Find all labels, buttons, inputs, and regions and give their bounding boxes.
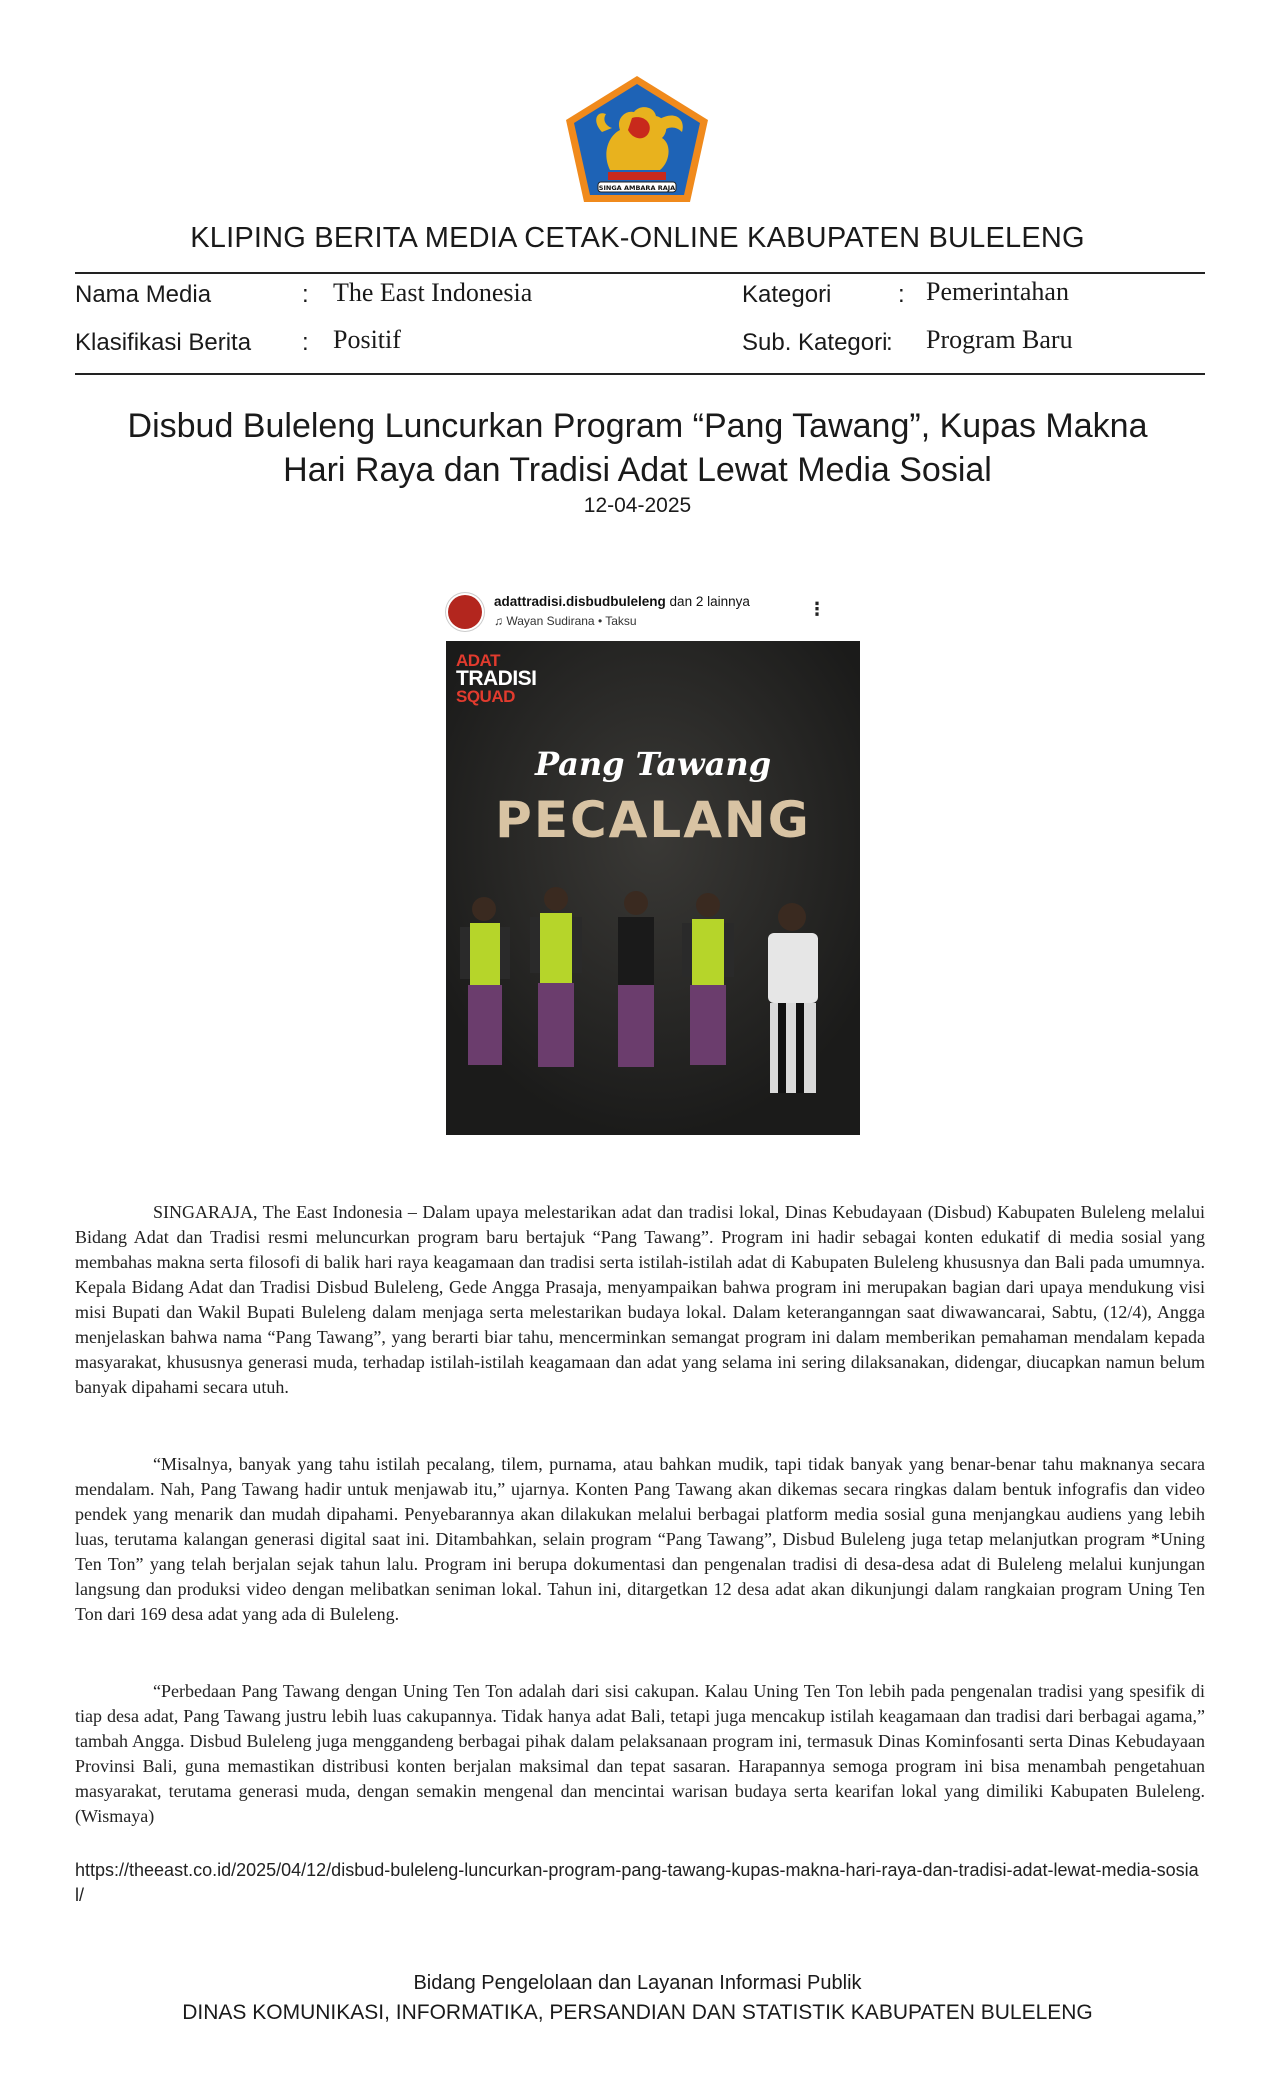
- brand-line-3: SQUAD: [456, 687, 515, 706]
- crest-motto: SINGA AMBARA RAJA: [598, 184, 676, 192]
- footer-agency: DINAS KOMUNIKASI, INFORMATIKA, PERSANDIAN DAN STATISTIK KABUPATEN BULELENG: [182, 2001, 1093, 2024]
- pecalang-poster: [446, 641, 860, 1135]
- article-paragraph-3: “Perbedaan Pang Tawang dengan Uning Ten Ton adalah dari sisi cakupan. Kalau Uning Ten Ton lebih pada pengenalan tradisi yang spesifik di tiap desa adat, Pang Tawang justru lebih luas cakupannya. Tidak hanya adat Bali, tetapi juga mencakup istilah keagamaan dan tradisi dari berbagai agama,” tambah Angga. Disbud Buleleng juga menggandeng berbagai pihak dalam pelaksanaan program ini, termasuk Dinas Kominfosanti serta Dinas Kebudayaan Provinsi Bali, guna memastikan distribusi konten berjalan maksimal dan tepat sasaran. Harapannya semoga program ini bisa menambah pengetahuan masyarakat, terutama generasi muda, dengan semakin mengenal dan mencintai warisan budaya serta kearifan lokal yang dimiliki Kabupaten Buleleng.(Wismaya): [75, 1681, 1205, 1826]
- post-account-suffix: dan 2 lainnya: [669, 594, 750, 609]
- nama-media-label: Nama Media: [75, 281, 212, 308]
- subkategori-colon: :: [886, 329, 893, 356]
- nama-media-value: The East Indonesia: [333, 278, 533, 307]
- klasifikasi-value: Positif: [333, 325, 401, 354]
- brand-line-1: ADAT: [456, 651, 500, 670]
- header-rule-top: [75, 272, 1205, 274]
- social-post-image: [440, 585, 850, 1137]
- footer-division: Bidang Pengelolaan dan Layanan Informasi Publik: [413, 1972, 862, 1994]
- nama-media-colon: :: [302, 281, 309, 308]
- klasifikasi-colon: :: [302, 329, 309, 356]
- account-avatar: [448, 595, 482, 629]
- document-title: KLIPING BERITA MEDIA CETAK-ONLINE KABUPATEN BULELENG: [190, 222, 1085, 254]
- headline-line-2: Hari Raya dan Tradisi Adat Lewat Media Sosial: [283, 451, 992, 489]
- header-rule-bottom: [75, 373, 1205, 375]
- article-date: 12-04-2025: [583, 494, 692, 517]
- post-account: [494, 594, 750, 609]
- kategori-colon: :: [898, 281, 905, 308]
- kategori-value: Pemerintahan: [926, 277, 1069, 306]
- brand-line-2: TRADISI: [456, 667, 537, 690]
- article-headline: [80, 404, 1195, 492]
- more-options-icon: ⋮: [808, 599, 826, 619]
- buleleng-crest-logo: [562, 74, 712, 206]
- post-header: [440, 585, 850, 635]
- article-paragraph-2: “Misalnya, banyak yang tahu istilah pecalang, tilem, purnama, atau bahkan mudik, tapi tidak banyak yang benar-benar tahu maknanya secara mendalam. Nah, Pang Tawang hadir untuk menjawab itu,” ujarnya. Konten Pang Tawang akan dikemas secara ringkas dalam bentuk infografis dan video pendek yang menarik dan mudah dipahami. Penyebarannya akan dilakukan melalui berbagai platform media sosial guna menjangkau audiens yang lebih luas, terutama kalangan generasi digital saat ini. Ditambahkan, selain program “Pang Tawang”, Disbud Buleleng juga tetap melanjutkan program *Uning Ten Ton” yang telah berjalan sejak tahun lalu. Program ini berupa dokumentasi dan pengenalan tradisi di desa-desa adat di Buleleng melalui kunjungan langsung dan produksi video dengan melibatkan seniman lokal. Tahun ini, ditargetkan 12 desa adat akan dikunjungi dalam rangkaian program Uning Ten Ton dari 169 desa adat yang ada di Buleleng.: [75, 1454, 1205, 1624]
- subkategori-value: Program Baru: [926, 325, 1073, 354]
- subkategori-label: Sub. Kategori: [742, 329, 888, 356]
- kategori-label: Kategori: [742, 281, 832, 308]
- klasifikasi-label: Klasifikasi Berita: [75, 329, 252, 356]
- poster-main-title: PECALANG: [495, 791, 811, 849]
- article-paragraph-1: SINGARAJA, The East Indonesia – Dalam upaya melestarikan adat dan tradisi lokal, Dinas Kebudayaan (Disbud) Kabupaten Buleleng melalui Bidang Adat dan Tradisi resmi meluncurkan program baru bertajuk “Pang Tawang”. Program ini hadir sebagai konten edukatif di media sosial yang membahas makna serta filosofi di balik hari raya keagamaan dan tradisi serta istilah-istilah adat di Kabupaten Buleleng khususnya dan Bali pada umumnya. Kepala Bidang Adat dan Tradisi Disbud Buleleng, Gede Angga Prasaja, menyampaikan bahwa program ini merupakan bagian dari upaya mendukung visi misi Bupati dan Wakil Bupati Buleleng dalam menjaga serta melestarikan budaya lokal. Dalam keteranganngan saat diwawancarai, Sabtu, (12/4), Angga menjelaskan bahwa nama “Pang Tawang”, yang berarti biar tahu, mencerminkan semangat program ini dalam memberikan pemahaman mendalam kepada masyarakat, khususnya generasi muda, terhadap istilah-istilah keagamaan dan adat yang selama ini sering dilaksanakan, didengar, diucapkan namun belum banyak dipahami secara utuh.: [75, 1202, 1205, 1397]
- post-account-name: adattradisi.disbudbuleleng: [494, 594, 666, 609]
- post-audio-track: ♫ Wayan Sudirana • Taksu: [494, 614, 637, 628]
- headline-line-1: Disbud Buleleng Luncurkan Program “Pang Tawang”, Kupas Makna: [127, 407, 1148, 445]
- poster-artwork: [446, 641, 860, 1135]
- poster-script-title: Pang Tawang: [534, 745, 772, 783]
- source-url-link[interactable]: https://theeast.co.id/2025/04/12/disbud-buleleng-luncurkan-program-pang-tawang-kupas-makna-hari-raya-dan-tradisi-adat-lewat-media-sosial/: [75, 1860, 1199, 1905]
